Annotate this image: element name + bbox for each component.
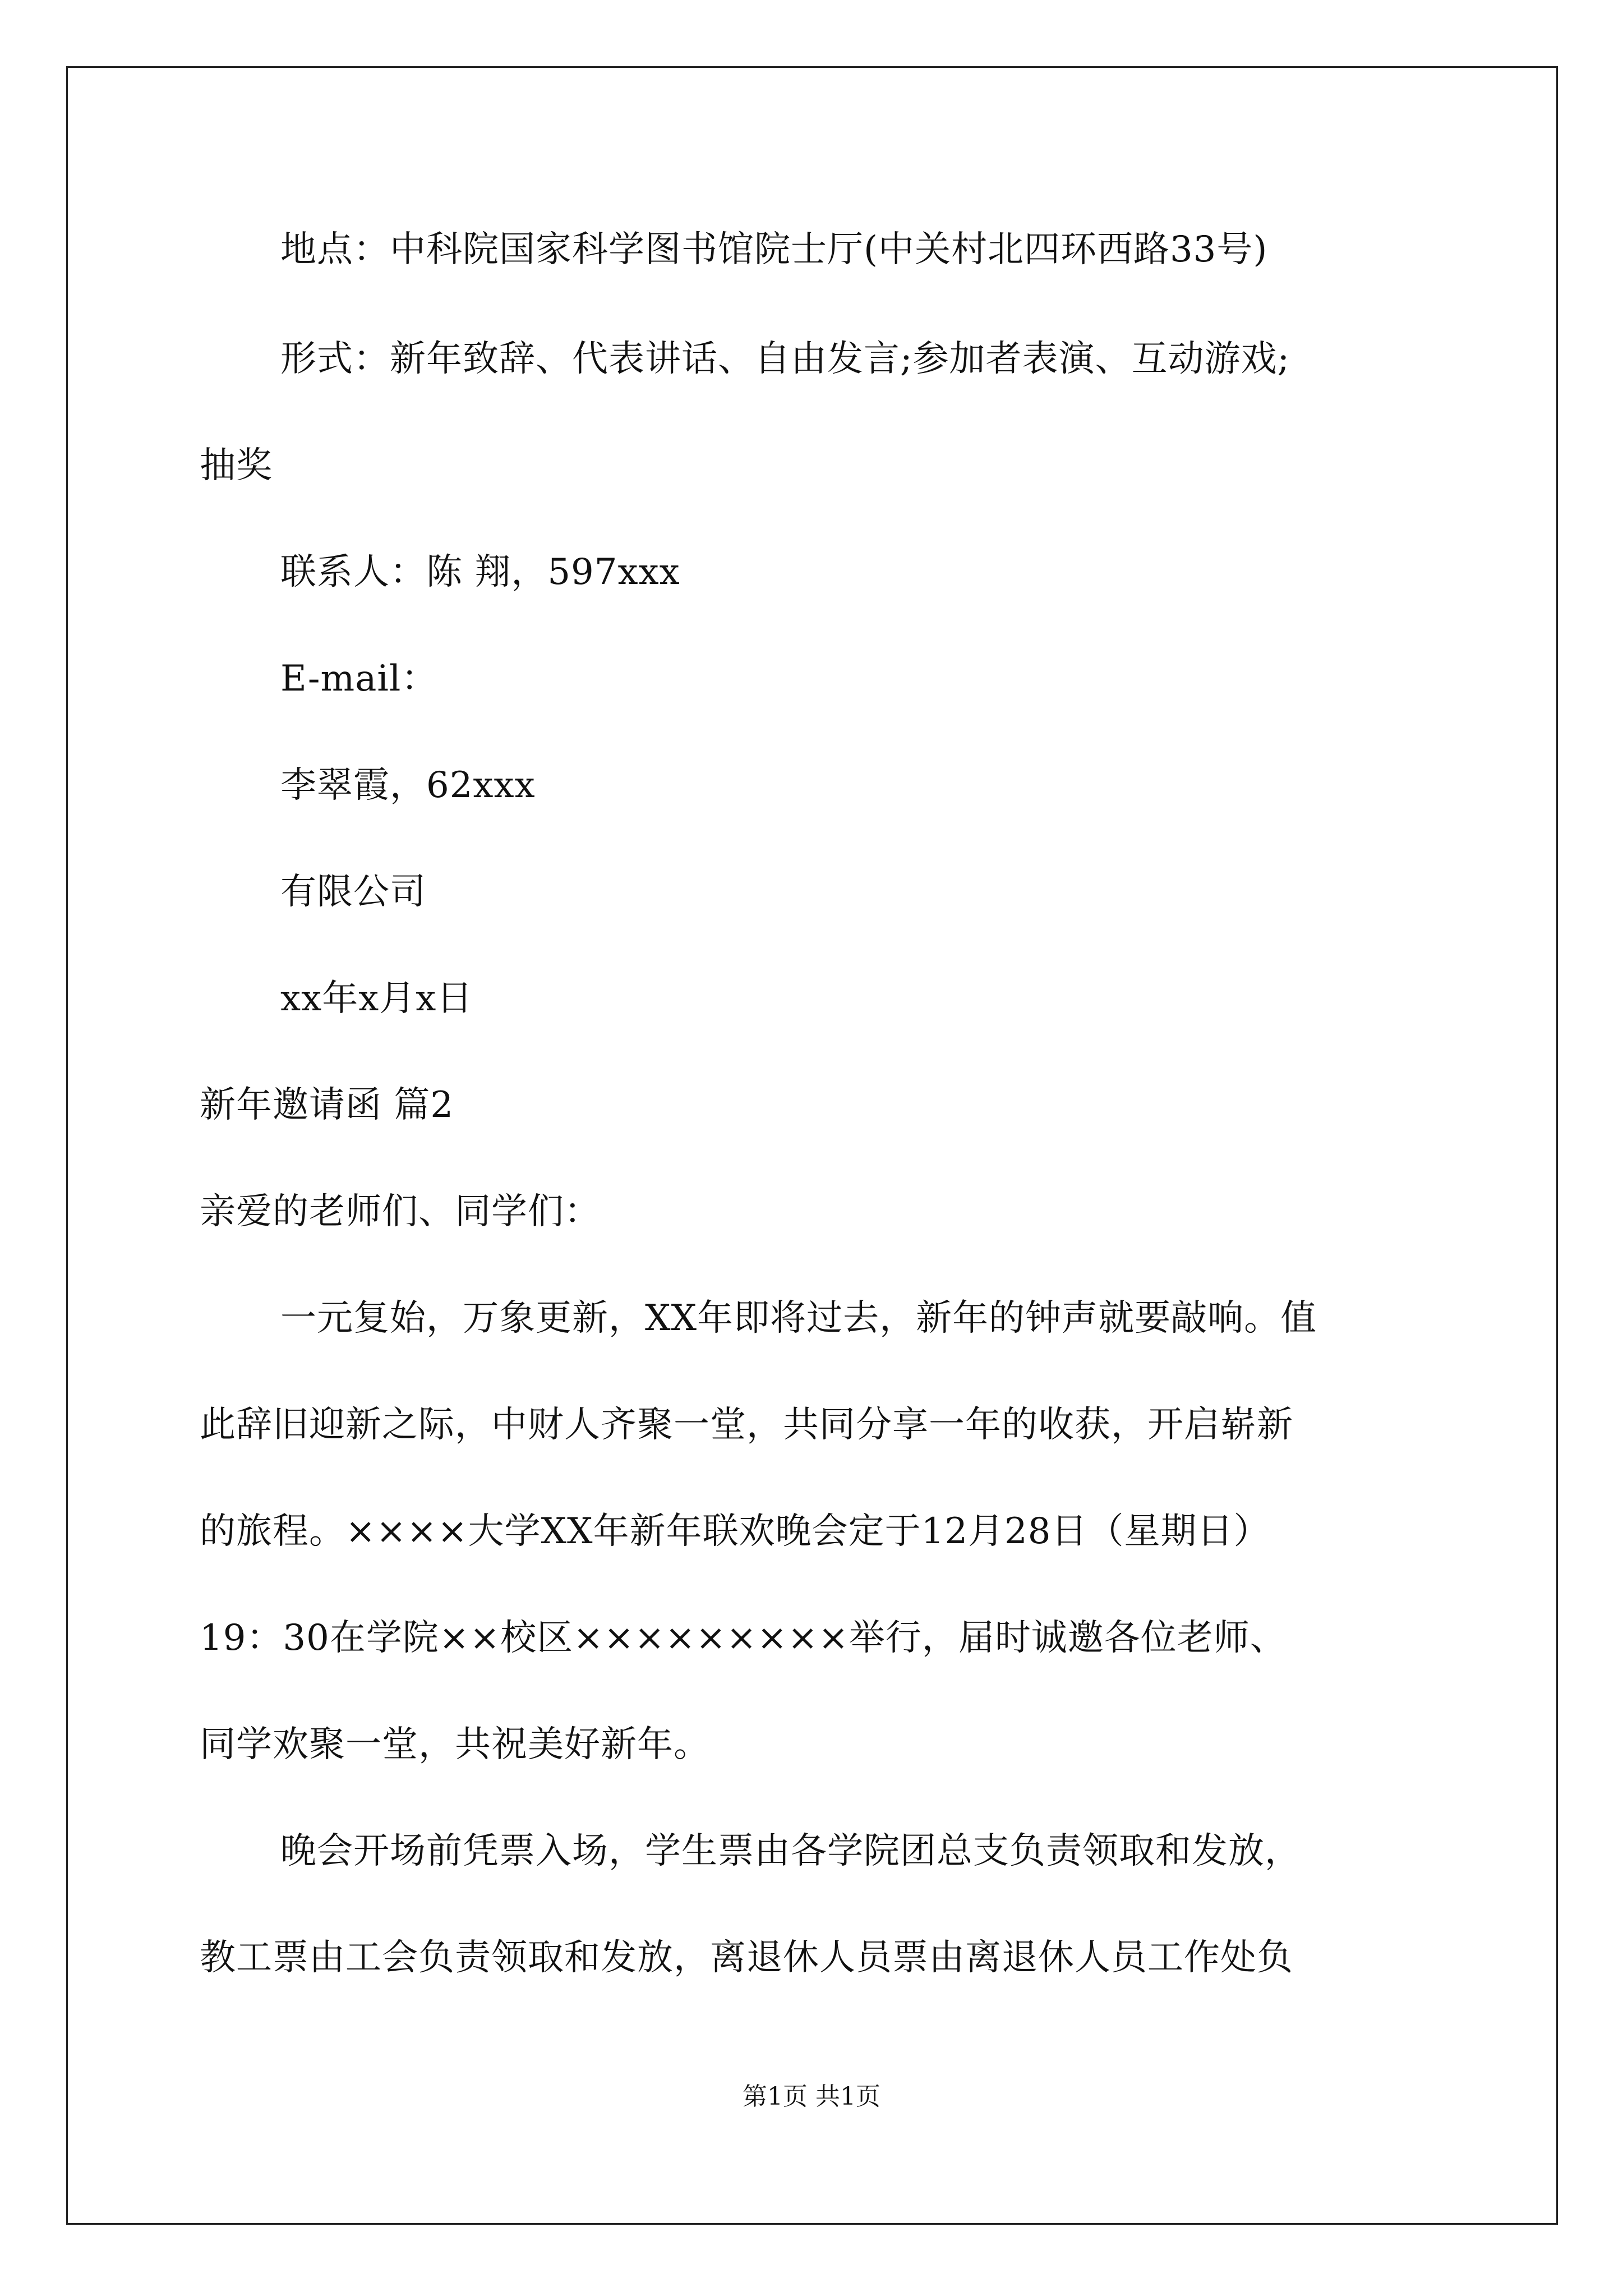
paragraph-line-4: 19：30在学院××校区×××××××××举行，届时诚邀各位老师、 [200, 1617, 1287, 1659]
text-line-contact: 联系人：陈 翔，597xxx [280, 551, 680, 593]
text-line-location: 地点：中科院国家科学图书馆院士厅(中关村北四环西路33号) [280, 229, 1268, 270]
section-heading: 新年邀请函 篇2 [200, 1084, 454, 1126]
text-line-company: 有限公司 [280, 871, 426, 913]
paragraph-line-5: 同学欢聚一堂，共祝美好新年。 [200, 1724, 710, 1765]
text-line-salutation: 亲爱的老师们、同学们： [200, 1191, 601, 1232]
page-border [66, 66, 1558, 2225]
paragraph2-line-1: 晚会开场前凭票入场，学生票由各学院团总支负责领取和发放， [280, 1830, 1301, 1872]
paragraph-line-1: 一元复始，万象更新，XX年即将过去，新年的钟声就要敲响。值 [280, 1297, 1317, 1339]
text-line-format-cont: 抽奖 [200, 445, 273, 486]
text-line-date: xx年x月x日 [280, 978, 473, 1019]
paragraph2-line-2: 教工票由工会负责领取和发放，离退休人员票由离退休人员工作处负 [200, 1937, 1293, 1978]
paragraph-line-2: 此辞旧迎新之际，中财人齐聚一堂，共同分享一年的收获，开启崭新 [200, 1404, 1293, 1446]
paragraph-line-3: 的旅程。××××大学XX年新年联欢晚会定于12月28日（星期日） [200, 1511, 1270, 1552]
text-line-email: E-mail： [280, 658, 438, 700]
text-line-contact-2: 李翠霞，62xxx [280, 765, 536, 806]
text-line-format: 形式：新年致辞、代表讲话、自由发言;参加者表演、互动游戏; [280, 338, 1290, 380]
page-footer: 第1页 共1页 [743, 2082, 880, 2111]
